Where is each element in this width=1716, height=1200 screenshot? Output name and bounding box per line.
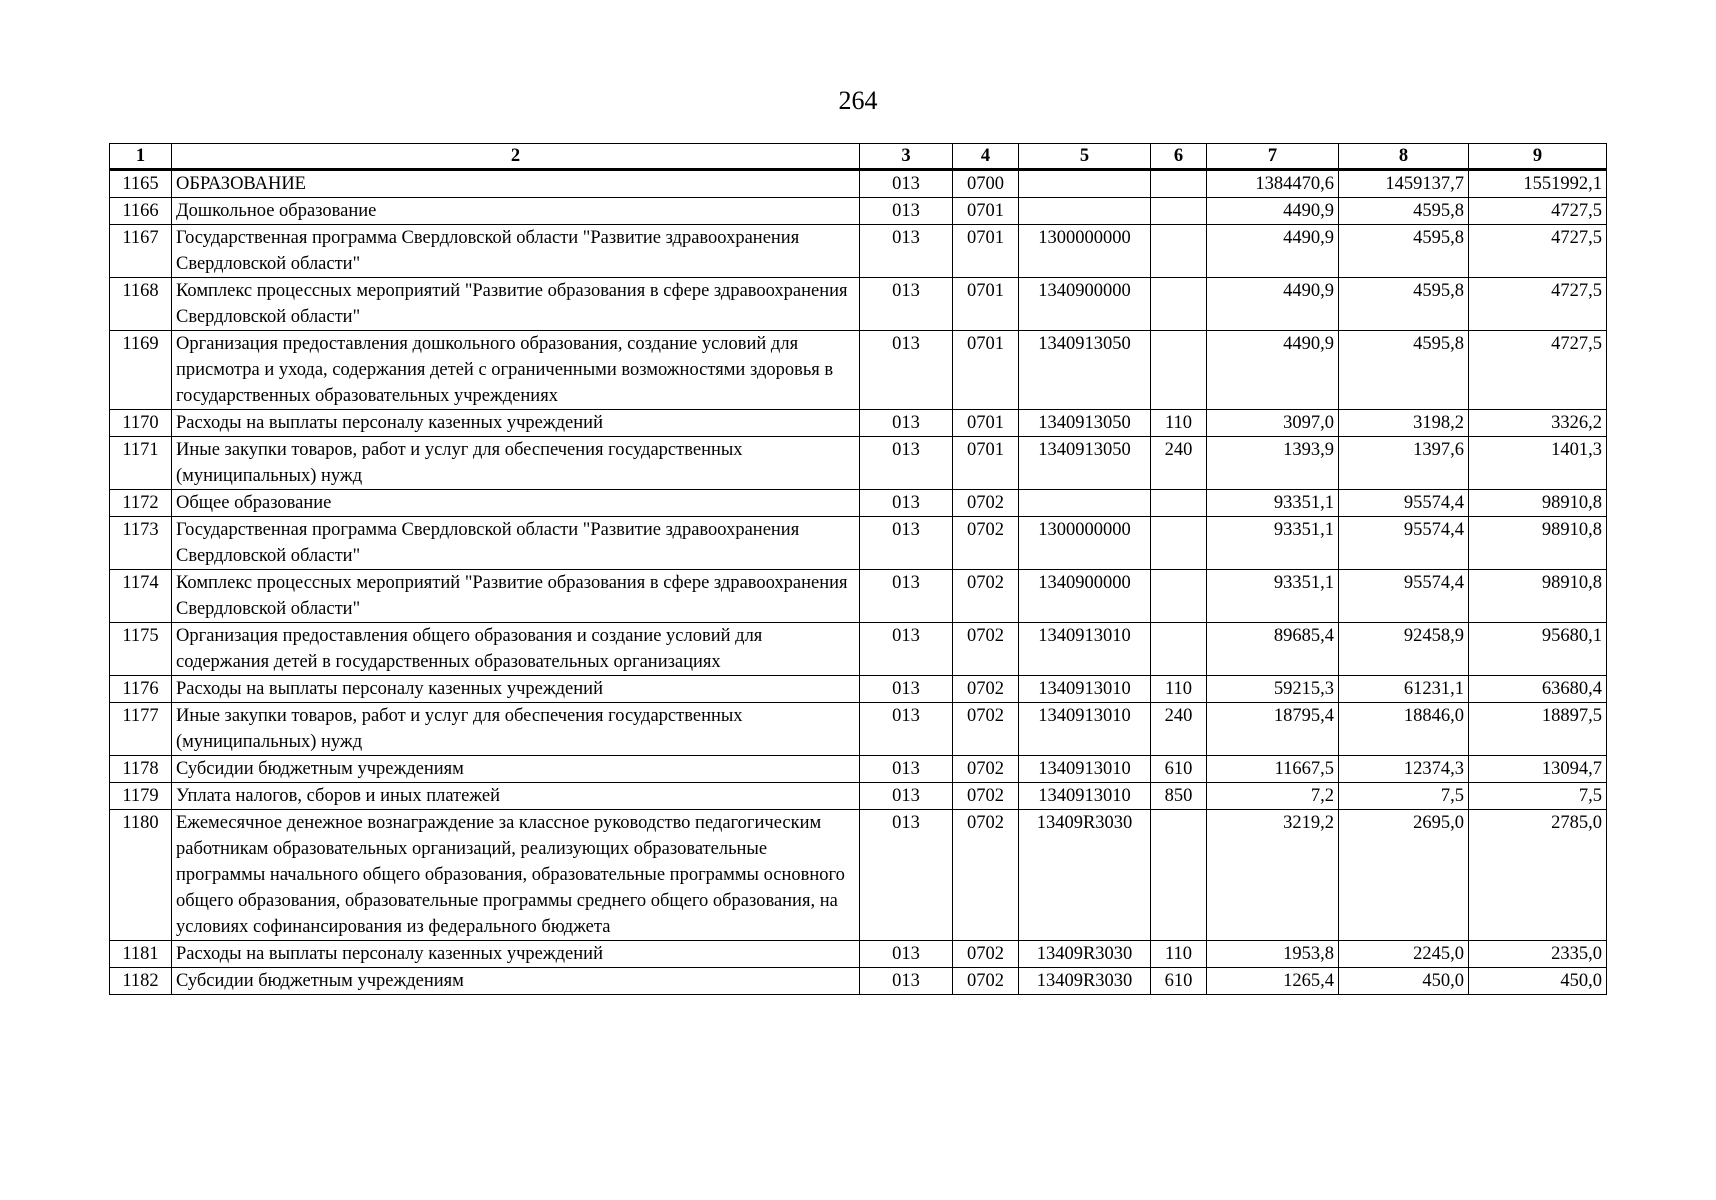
row-name: Государственная программа Свердловской области "Развитие здравоохранения Свердловской области" bbox=[172, 225, 860, 278]
row-target-code: 13409R3030 bbox=[1019, 810, 1151, 941]
row-expense-type: 110 bbox=[1151, 676, 1207, 703]
row-expense-type bbox=[1151, 278, 1207, 331]
row-ministry-code: 013 bbox=[860, 703, 953, 756]
header-cell: 3 bbox=[860, 144, 953, 170]
row-name: Организация предоставления общего образования и создание условий для содержания детей в государственных образовательных организациях bbox=[172, 623, 860, 676]
table-row bbox=[110, 198, 1607, 225]
row-amount-col9: 450,0 bbox=[1469, 968, 1607, 995]
row-section-code: 0702 bbox=[953, 490, 1019, 517]
row-expense-type: 610 bbox=[1151, 756, 1207, 783]
table-row bbox=[110, 517, 1607, 570]
row-target-code: 1340913010 bbox=[1019, 756, 1151, 783]
row-number: 1175 bbox=[110, 623, 172, 676]
row-amount-col9: 2785,0 bbox=[1469, 810, 1607, 941]
row-number: 1176 bbox=[110, 676, 172, 703]
row-amount-col8: 95574,4 bbox=[1339, 570, 1469, 623]
row-amount-col9: 98910,8 bbox=[1469, 517, 1607, 570]
row-section-code: 0702 bbox=[953, 783, 1019, 810]
row-section-code: 0701 bbox=[953, 225, 1019, 278]
row-amount-col8: 4595,8 bbox=[1339, 278, 1469, 331]
row-number: 1170 bbox=[110, 410, 172, 437]
row-number: 1168 bbox=[110, 278, 172, 331]
row-ministry-code: 013 bbox=[860, 968, 953, 995]
row-number: 1174 bbox=[110, 570, 172, 623]
row-amount-col9: 4727,5 bbox=[1469, 331, 1607, 410]
row-expense-type bbox=[1151, 570, 1207, 623]
row-number: 1167 bbox=[110, 225, 172, 278]
row-amount-col9: 2335,0 bbox=[1469, 941, 1607, 968]
row-ministry-code: 013 bbox=[860, 490, 953, 517]
row-target-code: 1340900000 bbox=[1019, 278, 1151, 331]
row-ministry-code: 013 bbox=[860, 783, 953, 810]
row-amount-col7: 4490,9 bbox=[1207, 331, 1339, 410]
row-target-code: 1340913010 bbox=[1019, 703, 1151, 756]
row-amount-col9: 98910,8 bbox=[1469, 490, 1607, 517]
row-expense-type bbox=[1151, 225, 1207, 278]
row-section-code: 0702 bbox=[953, 941, 1019, 968]
row-target-code bbox=[1019, 170, 1151, 198]
row-name: Общее образование bbox=[172, 490, 860, 517]
row-section-code: 0701 bbox=[953, 331, 1019, 410]
row-target-code: 1340913010 bbox=[1019, 676, 1151, 703]
row-amount-col8: 4595,8 bbox=[1339, 331, 1469, 410]
row-section-code: 0702 bbox=[953, 623, 1019, 676]
row-amount-col9: 4727,5 bbox=[1469, 225, 1607, 278]
row-name: Организация предоставления дошкольного образования, создание условий для присмотра и ухода, содержания детей с ограниченными возможностями здоровья в государственных образовательных учреждениях bbox=[172, 331, 860, 410]
row-amount-col9: 98910,8 bbox=[1469, 570, 1607, 623]
row-target-code: 13409R3030 bbox=[1019, 941, 1151, 968]
row-amount-col7: 18795,4 bbox=[1207, 703, 1339, 756]
row-number: 1181 bbox=[110, 941, 172, 968]
row-ministry-code: 013 bbox=[860, 570, 953, 623]
row-name: ОБРАЗОВАНИЕ bbox=[172, 170, 860, 198]
row-amount-col7: 93351,1 bbox=[1207, 517, 1339, 570]
row-target-code: 1340913010 bbox=[1019, 783, 1151, 810]
row-amount-col8: 18846,0 bbox=[1339, 703, 1469, 756]
table-body bbox=[110, 170, 1607, 995]
row-amount-col7: 1384470,6 bbox=[1207, 170, 1339, 198]
row-section-code: 0702 bbox=[953, 570, 1019, 623]
row-amount-col9: 3326,2 bbox=[1469, 410, 1607, 437]
row-ministry-code: 013 bbox=[860, 225, 953, 278]
row-amount-col7: 89685,4 bbox=[1207, 623, 1339, 676]
row-name: Ежемесячное денежное вознаграждение за классное руководство педагогическим работникам образовательных организаций, реализующих образовательные программы начального общего образования, образовательные программы основного общего образования, образовательные программы среднего общего образования, на условиях софинансирования из федерального бюджета bbox=[172, 810, 860, 941]
budget-table bbox=[109, 143, 1607, 995]
row-expense-type: 240 bbox=[1151, 703, 1207, 756]
header-row bbox=[110, 144, 1607, 170]
row-amount-col7: 4490,9 bbox=[1207, 198, 1339, 225]
row-section-code: 0702 bbox=[953, 968, 1019, 995]
row-number: 1180 bbox=[110, 810, 172, 941]
row-amount-col7: 4490,9 bbox=[1207, 278, 1339, 331]
row-expense-type: 610 bbox=[1151, 968, 1207, 995]
row-amount-col8: 12374,3 bbox=[1339, 756, 1469, 783]
row-section-code: 0701 bbox=[953, 198, 1019, 225]
table-row bbox=[110, 278, 1607, 331]
row-amount-col9: 7,5 bbox=[1469, 783, 1607, 810]
row-amount-col9: 95680,1 bbox=[1469, 623, 1607, 676]
row-name: Дошкольное образование bbox=[172, 198, 860, 225]
row-amount-col7: 11667,5 bbox=[1207, 756, 1339, 783]
row-amount-col9: 18897,5 bbox=[1469, 703, 1607, 756]
row-expense-type bbox=[1151, 198, 1207, 225]
row-section-code: 0702 bbox=[953, 810, 1019, 941]
row-name: Субсидии бюджетным учреждениям bbox=[172, 756, 860, 783]
row-section-code: 0701 bbox=[953, 278, 1019, 331]
row-ministry-code: 013 bbox=[860, 756, 953, 783]
row-ministry-code: 013 bbox=[860, 437, 953, 490]
row-ministry-code: 013 bbox=[860, 941, 953, 968]
row-amount-col7: 3219,2 bbox=[1207, 810, 1339, 941]
table-row bbox=[110, 676, 1607, 703]
header-cell: 6 bbox=[1151, 144, 1207, 170]
row-amount-col9: 1551992,1 bbox=[1469, 170, 1607, 198]
row-ministry-code: 013 bbox=[860, 198, 953, 225]
row-amount-col7: 1953,8 bbox=[1207, 941, 1339, 968]
row-target-code: 1340913050 bbox=[1019, 331, 1151, 410]
row-amount-col7: 1265,4 bbox=[1207, 968, 1339, 995]
row-amount-col9: 13094,7 bbox=[1469, 756, 1607, 783]
row-amount-col8: 450,0 bbox=[1339, 968, 1469, 995]
table-row bbox=[110, 810, 1607, 941]
row-amount-col8: 2695,0 bbox=[1339, 810, 1469, 941]
page-number: 264 bbox=[838, 86, 878, 115]
row-expense-type: 110 bbox=[1151, 941, 1207, 968]
row-number: 1177 bbox=[110, 703, 172, 756]
row-expense-type bbox=[1151, 170, 1207, 198]
row-amount-col8: 1397,6 bbox=[1339, 437, 1469, 490]
row-expense-type: 850 bbox=[1151, 783, 1207, 810]
row-section-code: 0702 bbox=[953, 676, 1019, 703]
row-expense-type bbox=[1151, 517, 1207, 570]
row-amount-col8: 95574,4 bbox=[1339, 517, 1469, 570]
table-row bbox=[110, 437, 1607, 490]
row-name: Комплекс процессных мероприятий "Развитие образования в сфере здравоохранения Свердловской области" bbox=[172, 278, 860, 331]
row-ministry-code: 013 bbox=[860, 170, 953, 198]
row-amount-col8: 95574,4 bbox=[1339, 490, 1469, 517]
row-section-code: 0702 bbox=[953, 756, 1019, 783]
row-amount-col8: 61231,1 bbox=[1339, 676, 1469, 703]
row-ministry-code: 013 bbox=[860, 278, 953, 331]
table-row bbox=[110, 783, 1607, 810]
row-amount-col8: 92458,9 bbox=[1339, 623, 1469, 676]
row-name: Расходы на выплаты персоналу казенных учреждений bbox=[172, 941, 860, 968]
row-name: Субсидии бюджетным учреждениям bbox=[172, 968, 860, 995]
row-ministry-code: 013 bbox=[860, 810, 953, 941]
row-section-code: 0702 bbox=[953, 703, 1019, 756]
row-target-code: 1340913050 bbox=[1019, 410, 1151, 437]
row-target-code: 1340913050 bbox=[1019, 437, 1151, 490]
row-number: 1173 bbox=[110, 517, 172, 570]
table-row bbox=[110, 570, 1607, 623]
row-expense-type bbox=[1151, 810, 1207, 941]
row-ministry-code: 013 bbox=[860, 623, 953, 676]
row-number: 1179 bbox=[110, 783, 172, 810]
row-amount-col7: 93351,1 bbox=[1207, 570, 1339, 623]
row-number: 1166 bbox=[110, 198, 172, 225]
row-target-code: 1340913010 bbox=[1019, 623, 1151, 676]
row-expense-type bbox=[1151, 331, 1207, 410]
row-target-code: 1300000000 bbox=[1019, 225, 1151, 278]
row-amount-col7: 59215,3 bbox=[1207, 676, 1339, 703]
row-name: Иные закупки товаров, работ и услуг для обеспечения государственных (муниципальных) нужд bbox=[172, 703, 860, 756]
row-target-code bbox=[1019, 490, 1151, 517]
header-cell: 4 bbox=[953, 144, 1019, 170]
table-row bbox=[110, 968, 1607, 995]
header-cell: 1 bbox=[110, 144, 172, 170]
row-amount-col9: 1401,3 bbox=[1469, 437, 1607, 490]
row-amount-col8: 4595,8 bbox=[1339, 198, 1469, 225]
row-amount-col8: 3198,2 bbox=[1339, 410, 1469, 437]
table-row bbox=[110, 490, 1607, 517]
row-name: Комплекс процессных мероприятий "Развитие образования в сфере здравоохранения Свердловской области" bbox=[172, 570, 860, 623]
row-name: Уплата налогов, сборов и иных платежей bbox=[172, 783, 860, 810]
header-cell: 5 bbox=[1019, 144, 1151, 170]
row-amount-col8: 7,5 bbox=[1339, 783, 1469, 810]
header-cell: 8 bbox=[1339, 144, 1469, 170]
header-cell: 7 bbox=[1207, 144, 1339, 170]
row-section-code: 0700 bbox=[953, 170, 1019, 198]
row-expense-type: 110 bbox=[1151, 410, 1207, 437]
row-name: Расходы на выплаты персоналу казенных учреждений bbox=[172, 410, 860, 437]
row-amount-col7: 3097,0 bbox=[1207, 410, 1339, 437]
row-ministry-code: 013 bbox=[860, 517, 953, 570]
row-amount-col9: 4727,5 bbox=[1469, 278, 1607, 331]
row-expense-type: 240 bbox=[1151, 437, 1207, 490]
row-target-code bbox=[1019, 198, 1151, 225]
row-amount-col8: 2245,0 bbox=[1339, 941, 1469, 968]
table-row bbox=[110, 703, 1607, 756]
table-row bbox=[110, 225, 1607, 278]
header-cell: 9 bbox=[1469, 144, 1607, 170]
row-number: 1182 bbox=[110, 968, 172, 995]
row-ministry-code: 013 bbox=[860, 410, 953, 437]
row-amount-col7: 4490,9 bbox=[1207, 225, 1339, 278]
row-name: Расходы на выплаты персоналу казенных учреждений bbox=[172, 676, 860, 703]
row-expense-type bbox=[1151, 490, 1207, 517]
row-amount-col9: 63680,4 bbox=[1469, 676, 1607, 703]
row-number: 1171 bbox=[110, 437, 172, 490]
row-amount-col7: 1393,9 bbox=[1207, 437, 1339, 490]
row-section-code: 0702 bbox=[953, 517, 1019, 570]
row-target-code: 1300000000 bbox=[1019, 517, 1151, 570]
row-ministry-code: 013 bbox=[860, 676, 953, 703]
row-name: Государственная программа Свердловской области "Развитие здравоохранения Свердловской области" bbox=[172, 517, 860, 570]
row-number: 1178 bbox=[110, 756, 172, 783]
row-amount-col8: 1459137,7 bbox=[1339, 170, 1469, 198]
table-row bbox=[110, 941, 1607, 968]
table-row bbox=[110, 331, 1607, 410]
row-amount-col9: 4727,5 bbox=[1469, 198, 1607, 225]
table-row bbox=[110, 756, 1607, 783]
row-target-code: 1340900000 bbox=[1019, 570, 1151, 623]
row-expense-type bbox=[1151, 623, 1207, 676]
row-section-code: 0701 bbox=[953, 410, 1019, 437]
row-name: Иные закупки товаров, работ и услуг для обеспечения государственных (муниципальных) нужд bbox=[172, 437, 860, 490]
table-row bbox=[110, 623, 1607, 676]
row-target-code: 13409R3030 bbox=[1019, 968, 1151, 995]
row-amount-col8: 4595,8 bbox=[1339, 225, 1469, 278]
row-section-code: 0701 bbox=[953, 437, 1019, 490]
header-cell: 2 bbox=[172, 144, 860, 170]
row-number: 1169 bbox=[110, 331, 172, 410]
row-amount-col7: 7,2 bbox=[1207, 783, 1339, 810]
table-row bbox=[110, 170, 1607, 198]
table-row bbox=[110, 410, 1607, 437]
row-number: 1165 bbox=[110, 170, 172, 198]
row-amount-col7: 93351,1 bbox=[1207, 490, 1339, 517]
row-ministry-code: 013 bbox=[860, 331, 953, 410]
row-number: 1172 bbox=[110, 490, 172, 517]
